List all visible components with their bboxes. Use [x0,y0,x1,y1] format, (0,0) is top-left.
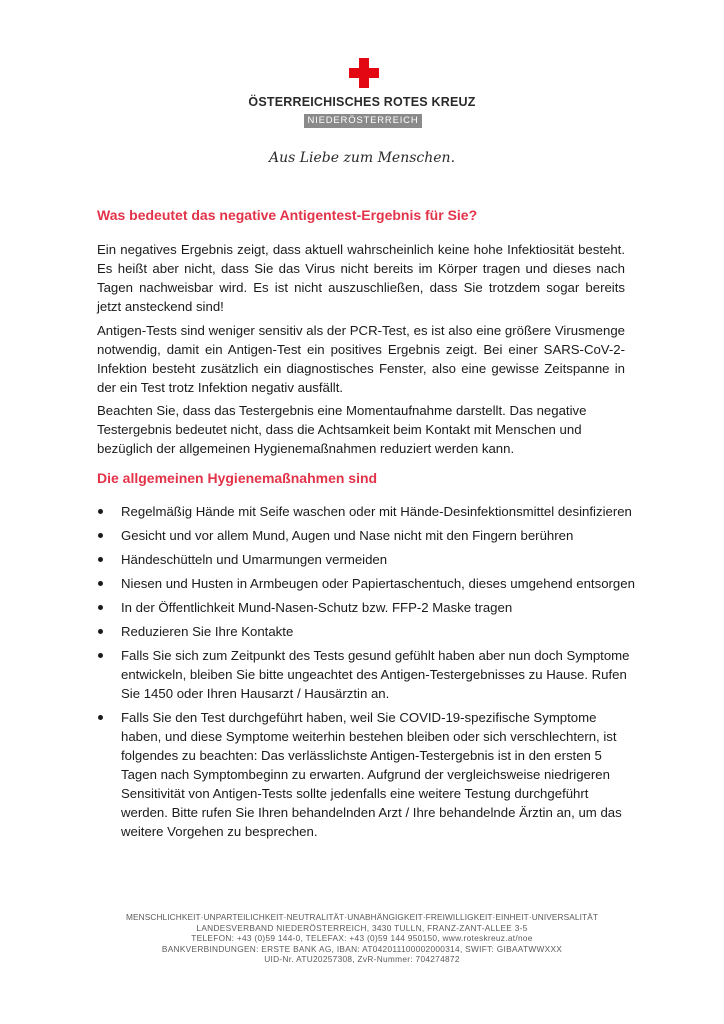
list-item-text: Falls Sie den Test durchgeführt haben, weil Sie COVID-19-spezifische Symptome haben, und diese Symptome weiterhin bestehen bleiben oder sich verschlechtern, ist folgendes zu beachten: Das verlässlichste Antigen-Testergebnis ist in den ersten 5 Tagen nach Symptombeginn zu erwarten. Aufgrund der vergleichsweise niedrigeren Sensitivität von Antigen-Tests sollte jedenfalls eine weitere Testung durchgeführt werden. Bitte rufen Sie Ihren behandelnden Arzt / Ihre behandelnde Ärztin an, um das weitere Vorgehen zu besprechen. [121,710,622,839]
list-item-text: Reduzieren Sie Ihre Kontakte [121,624,294,639]
bullet-icon [98,715,103,720]
bullet-icon [98,557,103,562]
footer [0,912,724,965]
list-item-text: Händeschütteln und Umarmungen vermeiden [121,552,388,567]
bullet-icon [98,629,103,634]
footer-ids: UID-Nr. ATU20257308, ZvR-Nummer: 704274872 [264,954,460,964]
bullet-icon [98,653,103,658]
paragraph: Ein negatives Ergebnis zeigt, dass aktuell wahrscheinlich keine hohe Infektiosität besteht. Es heißt aber nicht, dass Sie das Virus nicht bereits im Körper tragen und dieses nach Tagen nachweisbar wird. Es ist nicht auszuschließen, dass Sie trotzdem sogar bereits jetzt ansteckend sind! [97,242,625,314]
bullet-icon [98,509,103,514]
section-heading-negative-result: Was bedeutet das negative Antigentest-Ergebnis für Sie? [97,207,478,223]
organization-name: ÖSTERREICHISCHES ROTES KREUZ [248,95,476,109]
footer-contact: TELEFON: +43 (0)59 144-0, TELEFAX: +43 (0)59 144 950150, www.roteskreuz.at/noe [191,933,533,943]
footer-address: LANDESVERBAND NIEDERÖSTERREICH, 3430 TULLN, FRANZ-ZANT-ALLEE 3-5 [196,922,528,933]
list-item [97,646,637,703]
list-item-text: In der Öffentlichkeit Mund-Nasen-Schutz bzw. FFP-2 Maske tragen [121,600,513,615]
list-item [97,598,637,617]
list-item-text: Falls Sie sich zum Zeitpunkt des Tests gesund gefühlt haben aber nun doch Symptome entwickeln, bleiben Sie bitte ungeachtet des Antigen-Testergebnisses zu Hause. Rufen Sie 1450 oder Ihren Hausarzt / Hausärztin an. [121,648,630,701]
list-item-text: Niesen und Husten in Armbeugen oder Papiertaschentuch, dieses umgehend entsorgen [121,576,635,591]
red-cross-logo-icon [349,58,379,88]
region-badge: NIEDERÖSTERREICH [304,114,422,128]
paragraph: Beachten Sie, dass das Testergebnis eine Momentaufnahme darstellt. Das negative Testergebnis bedeutet nicht, dass die Achtsamkeit beim Kontakt mit Menschen und bezüglich der allgemeinen Hygienemaßnahmen reduziert werden kann. [97,403,587,456]
bullet-icon [98,581,103,586]
list-item [97,708,637,841]
list-item [97,574,637,593]
footer-values: MENSCHLICHKEIT·UNPARTEILICHKEIT·NEUTRALITÄT·UNABHÄNGIGKEIT·FREIWILLIGKEIT·EINHEIT·UNIVERSALITÄT [125,912,599,922]
bullet-icon [98,533,103,538]
list-item [97,502,637,521]
bullet-icon [98,605,103,610]
paragraph: Antigen-Tests sind weniger sensitiv als der PCR-Test, es ist also eine größere Virusmenge notwendig, damit ein Antigen-Test ein positives Ergebnis zeigt. Bei einer SARS-CoV-2-Infektion besteht zusätzlich ein diagnostisches Fenster, also eine gewisse Zeitspanne in der ein Test trotz Infektion negativ ausfällt. [97,323,625,395]
list-item-text: Regelmäßig Hände mit Seife waschen oder mit Hände-Desinfektionsmittel desinfizieren [121,504,632,519]
footer-bank: BANKVERBINDUNGEN: ERSTE BANK AG, IBAN: AT042011100002000314, SWIFT: GIBAATWWXXX [161,943,563,954]
hygiene-list [97,502,637,846]
section-heading-hygiene: Die allgemeinen Hygienemaßnahmen sind [97,470,378,486]
list-item [97,622,637,641]
list-item [97,526,637,545]
slogan: Aus Liebe zum Menschen. [268,150,456,166]
list-item [97,550,637,569]
list-item-text: Gesicht und vor allem Mund, Augen und Nase nicht mit den Fingern berühren [121,528,574,543]
